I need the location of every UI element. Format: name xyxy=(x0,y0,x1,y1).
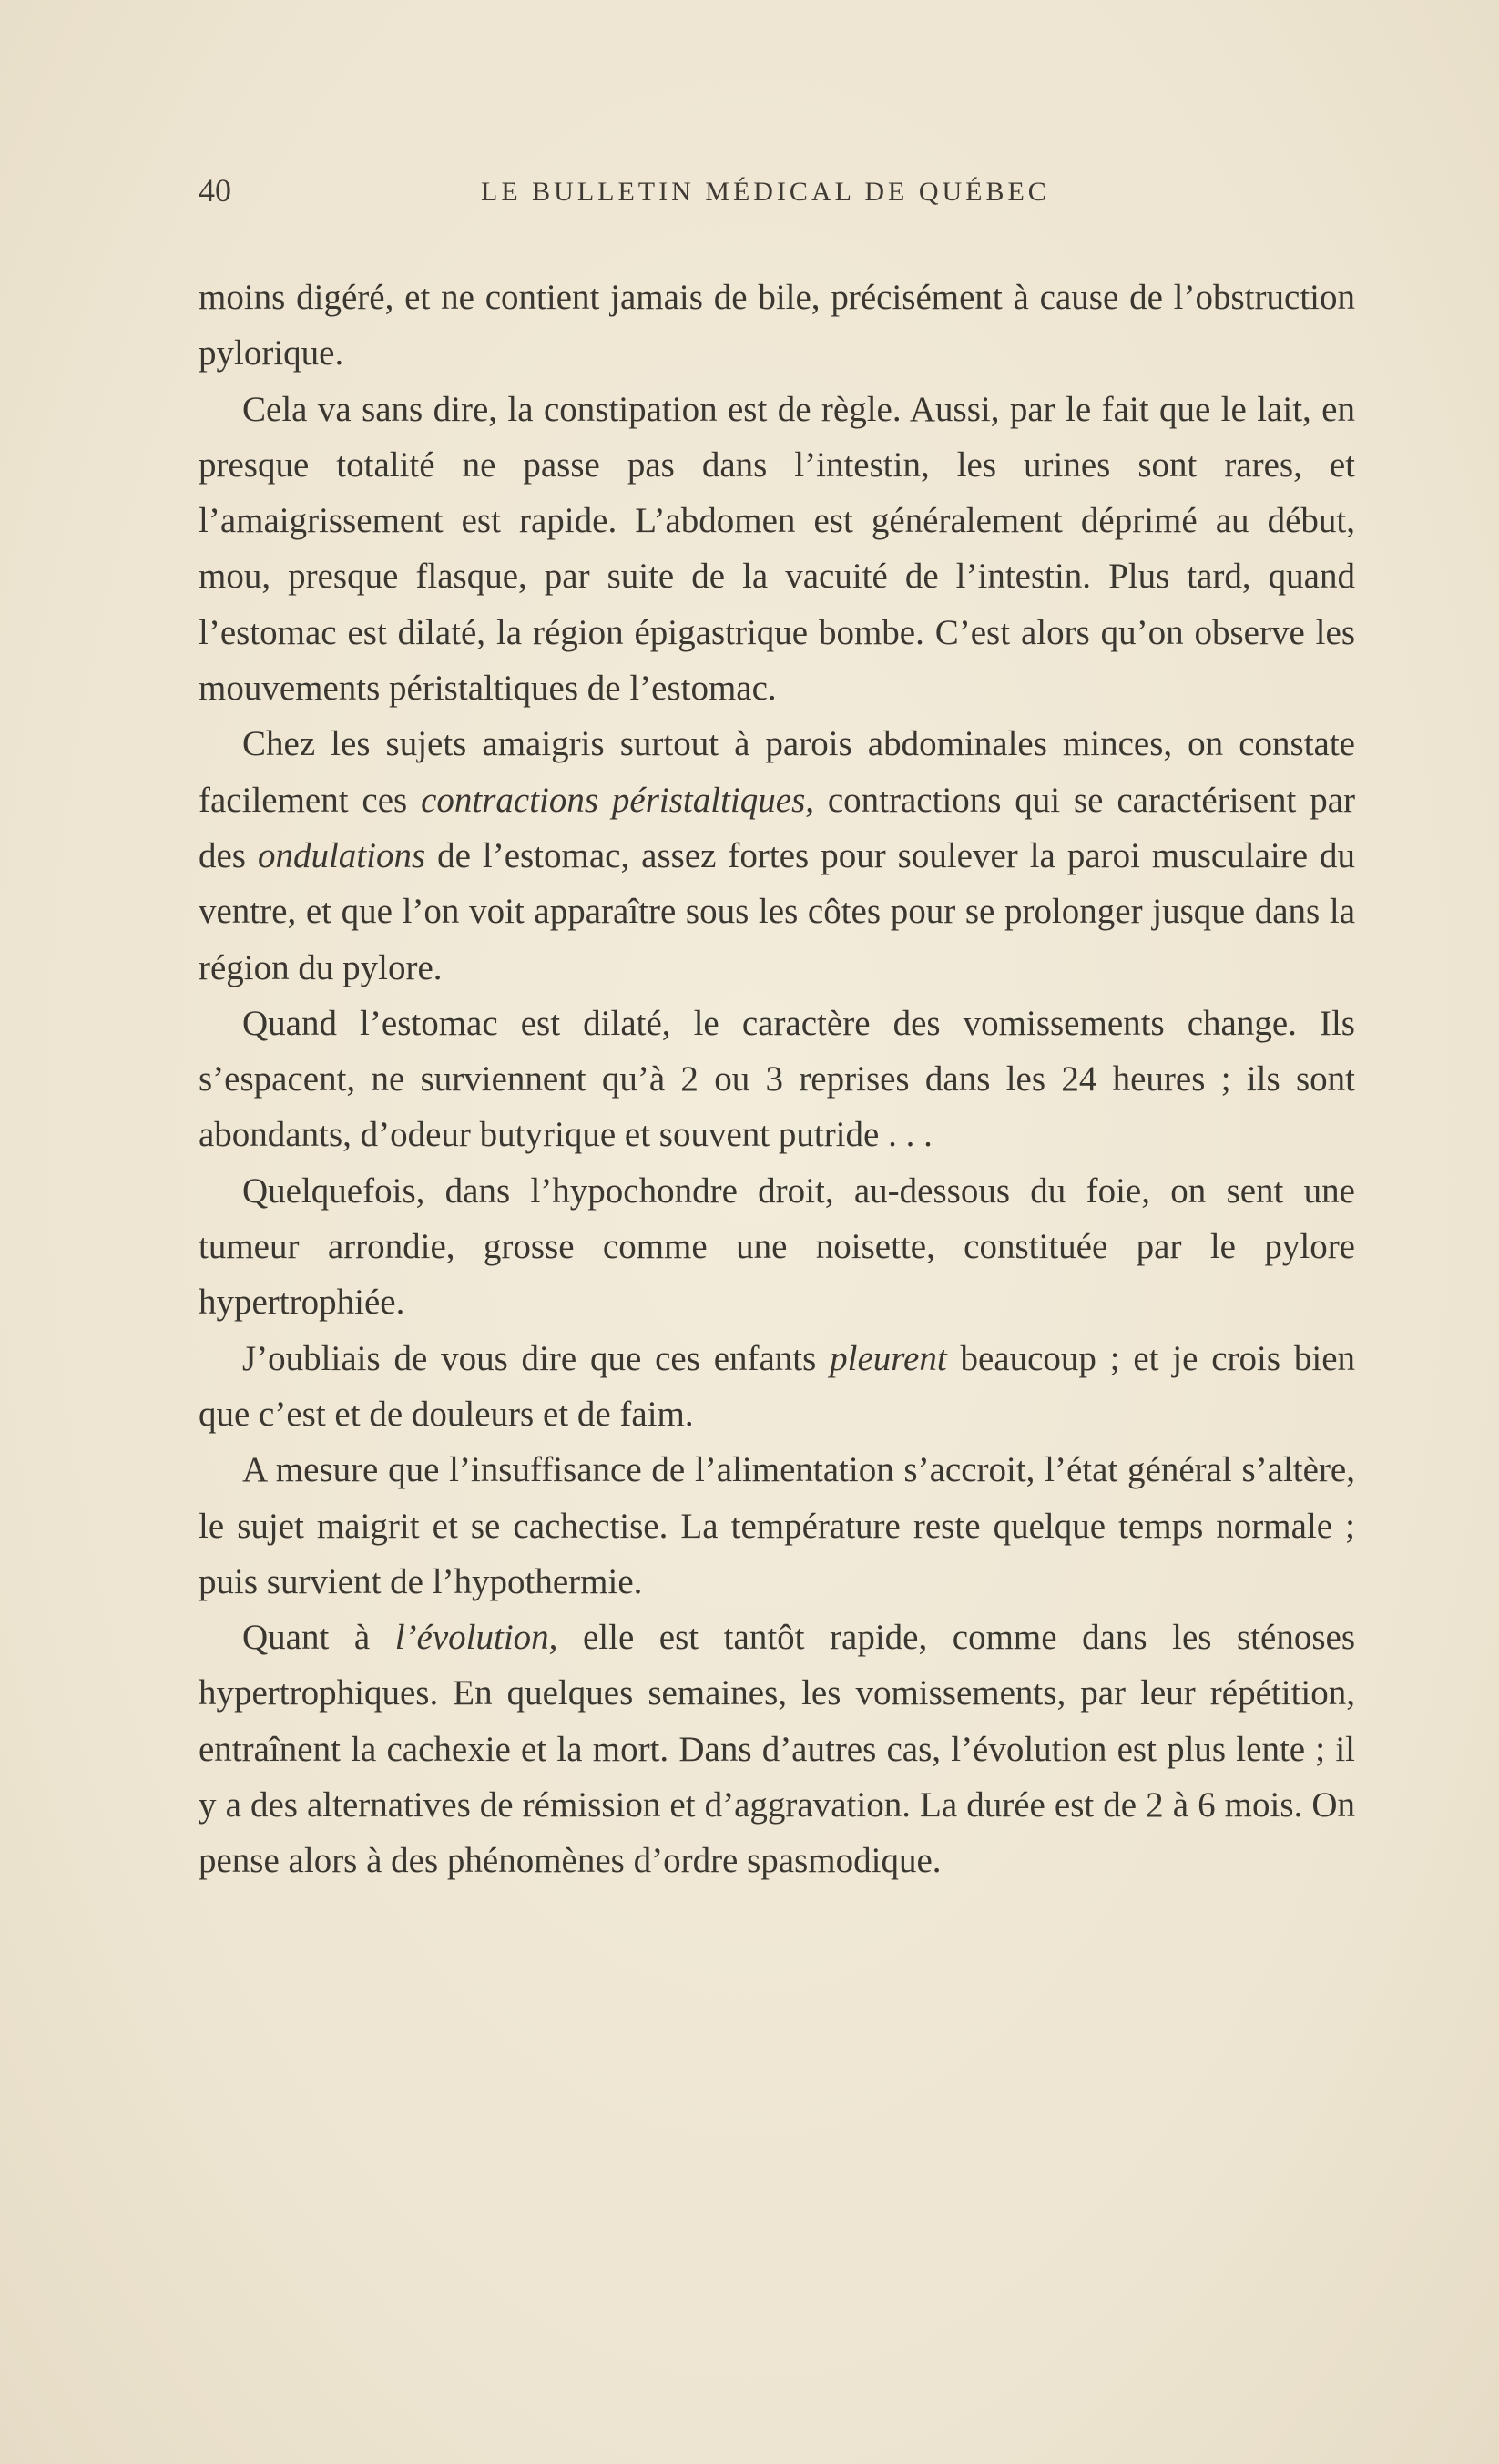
journal-title: LE BULLETIN MÉDICAL DE QUÉBEC xyxy=(481,177,1050,207)
text-segment: A mesure que l’insuffisance de l’alimentation s’accroit, l’état général s’altère, le sujet maigrit et se cachectise. La température reste quelque temps normale ; puis survient de l’hypothermie. xyxy=(199,1450,1355,1601)
text-segment: Quelquefois, dans l’hypochondre droit, au-dessous du foie, on sent une tumeur arrondie, grosse comme une noisette, constituée par le pylore hypertrophiée. xyxy=(199,1171,1355,1323)
italic-term-evolution: l’évolution, xyxy=(394,1618,558,1658)
text-segment: moins digéré, et ne contient jamais de bile, précisément à cause de l’obstruction pylorique. xyxy=(199,278,1355,373)
paragraph-4 xyxy=(199,996,1355,1163)
italic-term-ondulations: ondulations xyxy=(257,835,426,875)
text-segment: Chez les sujets amaigris surtout à parois abdominales minces, on constate facilement ces xyxy=(199,724,1355,820)
running-head xyxy=(199,171,1080,226)
paragraph-5 xyxy=(199,1163,1355,1331)
page-number: 40 xyxy=(199,172,231,209)
text-segment: beaucoup ; et je crois bien que c’est et de douleurs et de faim. xyxy=(199,1338,1356,1434)
italic-term-contractions: contractions péristaltiques, xyxy=(421,780,814,820)
text-segment: contractions qui se caractérisent par des xyxy=(199,780,1355,875)
paragraph-2 xyxy=(199,382,1355,717)
paragraph-3 xyxy=(199,716,1355,995)
text-segment: de l’estomac, assez fortes pour soulever la paroi musculaire du ventre, et que l’on voit apparaître sous les côtes pour se prolonger jusque dans la région du pylore. xyxy=(199,835,1355,987)
paragraph-7 xyxy=(199,1442,1355,1610)
text-segment: J’oubliais de vous dire que ces enfants xyxy=(242,1338,831,1378)
paragraph-8 xyxy=(199,1610,1355,1888)
text-segment: Quant à xyxy=(242,1618,395,1658)
text-segment: Quand l’estomac est dilaté, le caractère des vomissements change. Ils s’espacent, ne surviennent qu’à 2 ou 3 reprises dans les 24 heures ; ils sont abondants, d’odeur butyrique et souvent putride . . . xyxy=(199,1003,1355,1155)
paragraph-6 xyxy=(199,1331,1355,1443)
italic-term-pleurent: pleurent xyxy=(830,1338,947,1378)
body-text xyxy=(199,270,1355,1889)
text-segment: elle est tantôt rapide, comme dans les sténoses hypertrophiques. En quelques semaines, les vomissements, par leur répétition, entraînent la cachexie et la mort. Dans d’autres cas, l’évolution est plus lente ; il y a des alternatives de rémission et d’aggravation. La durée est de 2 à 6 mois. On pense alors à des phénomènes d’ordre spasmodique. xyxy=(199,1618,1355,1881)
paragraph-1 xyxy=(199,270,1355,382)
text-segment: Cela va sans dire, la constipation est de règle. Aussi, par le fait que le lait, en presque totalité ne passe pas dans l’intestin, les urines sont rares, et l’amaigrissement est rapide. L’abdomen est généralement déprimé au début, mou, presque flasque, par suite de la vacuité de l’intestin. Plus tard, quand l’estomac est dilaté, la région épigastrique bombe. C’est alors qu’on observe les mouvements péristaltiques de l’estomac. xyxy=(199,389,1355,709)
